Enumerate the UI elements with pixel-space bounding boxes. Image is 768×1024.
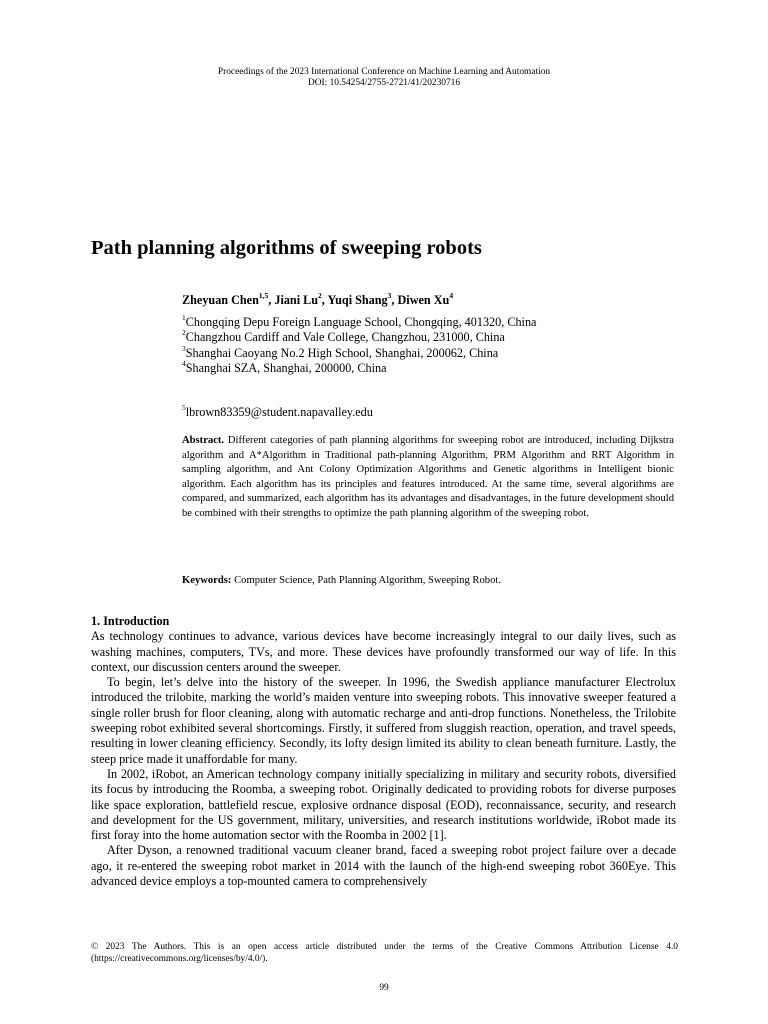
author-sep: , — [268, 293, 275, 307]
abstract-label: Abstract. — [182, 435, 225, 446]
author-sep: , — [391, 293, 398, 307]
paper-title: Path planning algorithms of sweeping robots — [91, 237, 482, 259]
affiliation — [182, 343, 536, 361]
affiliation-sup: 4 — [182, 358, 186, 368]
affiliation-text: Shanghai Caoyang No.2 High School, Shanghai, 200062, China — [185, 345, 499, 360]
introduction-section — [91, 614, 676, 889]
abstract-text: Different categories of path planning algorithms for sweeping robot are introduced, including Dijkstra algorithm and A*Algorithm in Traditional path-planning Algorithm, PRM Algorithm and RRT Algorithm in sampling algorithm, and Ant Colony Optimization Algorithms and Genetic algorithms in Intelligent bionic algorithm. Each algorithm has its principles and features introduced. At the same time, several algorithms are compared, and summarized, each algorithm has its advantages and disadvantages, in the future development should be combined with their strengths to optimize the path planning algorithm of the sweeping robot. — [182, 435, 674, 519]
author-name: Yuqi Shang — [327, 293, 388, 307]
keywords — [182, 574, 674, 588]
corresponding-email — [182, 402, 373, 420]
proceedings-line: Proceedings of the 2023 International Conference on Machine Learning and Automation — [217, 67, 551, 77]
author-sup: 4 — [449, 290, 454, 300]
keywords-text: Computer Science, Path Planning Algorithm, Sweeping Robot. — [231, 575, 501, 586]
paragraph: As technology continues to advance, various devices have become increasingly integral to our daily lives, such as washing machines, computers, TVs, and more. These devices have profoundly transformed our way of life. In this context, our discussion centers around the sweeper. — [91, 629, 676, 674]
paragraph: After Dyson, a renowned traditional vacuum cleaner brand, faced a sweeping robot project failure over a decade ago, it re-entered the sweeping robot market in 2014 with the launch of the high-end sweeping robot 360Eye. This advanced device employs a top-mounted camera to comprehensively — [91, 843, 676, 889]
affiliation-text: Shanghai SZA, Shanghai, 200000, China — [185, 360, 387, 375]
affiliation — [182, 312, 537, 330]
author-name: Diwen Xu — [397, 293, 450, 307]
author-sup: 2 — [318, 290, 322, 300]
author-list — [182, 292, 453, 308]
email-sup: 5 — [182, 402, 186, 412]
license-footnote: © 2023 The Authors. This is an open access article distributed under the terms of the Creative Commons Attribution License 4.0 (https://creativecommons.org/licenses/by/4.0/). — [91, 942, 678, 964]
abstract — [182, 434, 674, 521]
section-heading: 1. Introduction — [91, 614, 170, 628]
affiliation-text: Changzhou Cardiff and Vale College, Changzhou, 231000, China — [185, 330, 505, 345]
affiliation — [182, 358, 536, 376]
doi-line: DOI: 10.54254/2755-2721/41/20230716 — [307, 78, 461, 88]
affiliation-sup: 1 — [182, 312, 186, 322]
running-header — [0, 67, 768, 89]
paragraph: To begin, let’s delve into the history of the sweeper. In 1996, the Swedish appliance manufacturer Electrolux introduced the trilobite, marking the world’s maiden venture into sweeping robots. This innovative sweeper featured a single roller brush for floor cleaning, along with automatic recharge and anti-drop functions. Nonetheless, the Trilobite sweeping robot exhibited several shortcomings. Firstly, it suffered from sluggish reaction, operation, and travel speeds, resulting in lower cleaning efficiency. Secondly, its lofty design limited its ability to clean beneath furniture. Lastly, the steep price made it unaffordable for many. — [91, 675, 676, 766]
affiliation-text: Chongqing Depu Foreign Language School, Chongqing, 401320, China — [185, 315, 537, 329]
affiliation — [182, 330, 536, 345]
author-sep: , — [321, 293, 328, 307]
affiliation-sup: 2 — [182, 328, 186, 338]
email-text: lbrown83359@student.napavalley.edu — [185, 405, 373, 419]
author-name: Zheyuan Chen — [182, 293, 259, 307]
keywords-label: Keywords: — [182, 575, 232, 586]
paragraph: In 2002, iRobot, an American technology company initially specializing in military and security robots, diversified its focus by introducing the Roomba, a sweeping robot. Originally dedicated to providing robots for diverse purposes like space exploration, battlefield rescue, explosive ordnance disposal (EOD), reconnaissance, security, and research and development for the US government, military, universities, and research institutions worldwide, iRobot made its first foray into the home automation sector with the Roomba in 2002 [1]. — [91, 766, 676, 843]
author-sup: 3 — [387, 290, 392, 300]
author-sup: 1,5 — [258, 290, 269, 300]
page-number: 99 — [379, 983, 389, 993]
author-name: Jiani Lu — [274, 293, 319, 307]
affiliation-sup: 3 — [182, 343, 186, 353]
affiliation-list — [182, 312, 537, 376]
